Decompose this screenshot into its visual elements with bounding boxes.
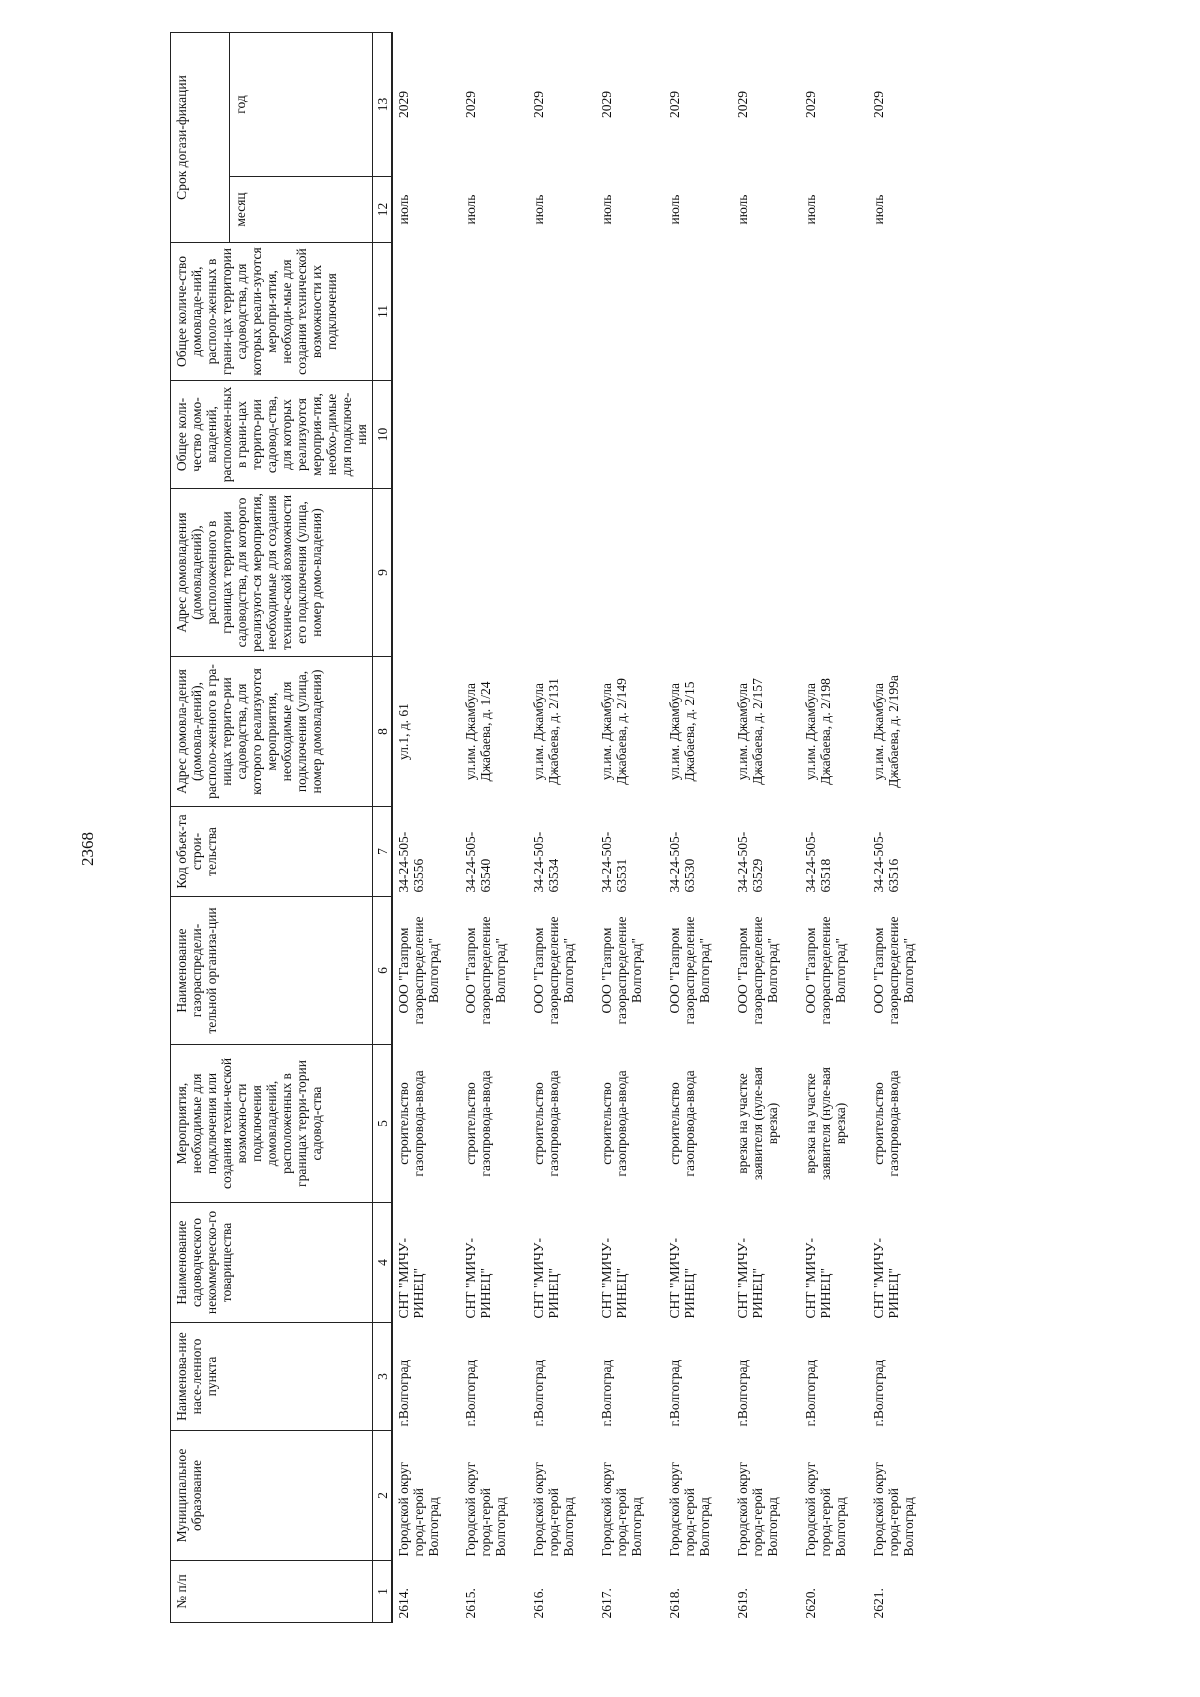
year-cell: 2029 xyxy=(735,91,750,118)
count-capability-cell xyxy=(800,243,868,381)
municipality-cell: Городской округ город-герой Волгоград xyxy=(463,1461,508,1557)
month-cell: июль xyxy=(599,194,614,225)
column-number: 6 xyxy=(373,897,393,1045)
month-cell: июль xyxy=(667,194,682,225)
count-capability-cell xyxy=(732,243,800,381)
measure-cell: строительство газопровода-ввода xyxy=(531,1070,561,1177)
header-municipality: Муниципальное образование xyxy=(171,1431,373,1561)
address-capability-cell xyxy=(868,489,936,657)
municipality-cell: Городской округ город-герой Волгоград xyxy=(531,1461,576,1557)
settlement-cell: г.Волгоград xyxy=(803,1359,818,1427)
gas-org-cell: ООО "Газпром газораспределение Волгоград" xyxy=(599,916,644,1025)
address-capability-cell xyxy=(664,489,732,657)
snt-cell: СНТ "МИЧУ-РИНЕЦ" xyxy=(599,1238,629,1319)
address-cell: ул.им. Джамбула Джабаева, д. 2/199а xyxy=(871,675,901,788)
count-connect-cell xyxy=(732,381,800,489)
rotated-table-wrapper xyxy=(170,33,1040,1623)
measure-cell: строительство газопровода-ввода xyxy=(599,1070,629,1177)
year-cell: 2029 xyxy=(599,91,614,118)
column-number: 11 xyxy=(373,243,393,381)
municipality-cell: Городской округ город-герой Волгоград xyxy=(803,1461,848,1557)
count-connect-cell xyxy=(800,381,868,489)
settlement-cell: г.Волгоград xyxy=(599,1359,614,1427)
settlement-cell: г.Волгоград xyxy=(735,1359,750,1427)
year-cell: 2029 xyxy=(803,91,818,118)
object-code-cell: 34-24-505-63556 xyxy=(396,831,426,893)
table-row xyxy=(800,32,868,1622)
gas-org-cell: ООО "Газпром газораспределение Волгоград" xyxy=(463,916,508,1025)
address-cell: ул.им. Джамбула Джабаева, д. 2/15 xyxy=(667,681,697,782)
measure-cell: врезка на участке заявителя (нуле-вая врезка) xyxy=(803,1067,848,1180)
month-cell: июль xyxy=(735,194,750,225)
month-cell: июль xyxy=(463,194,478,225)
gasification-table xyxy=(170,32,936,1623)
municipality-cell: Городской округ город-герой Волгоград xyxy=(667,1461,712,1557)
header-year: год xyxy=(230,32,373,176)
address-cell: ул.им. Джамбула Джабаева, д. 2/149 xyxy=(599,678,629,785)
settlement-cell: г.Волгоград xyxy=(531,1359,546,1427)
header-measures: Мероприятия, необходимые для подключения или создания техни-ческой возможно-сти подключения домовладений, расположенных в границах терри-тории садовод-ства xyxy=(171,1045,373,1203)
snt-cell: СНТ "МИЧУ-РИНЕЦ" xyxy=(531,1238,561,1319)
page-number: 2368 xyxy=(78,832,97,866)
object-code-cell: 34-24-505-63540 xyxy=(463,831,493,893)
column-number: 12 xyxy=(373,177,393,243)
header-count-connect: Общее коли-чество домо-владений, расположен-ных в грани-цах террито-рии садовод-ства, для которых реализуются мероприя-тия, необхо-димые для подключе-ния xyxy=(171,381,373,489)
snt-cell: СНТ "МИЧУ-РИНЕЦ" xyxy=(871,1238,901,1319)
header-settlement: Наименова-ние насе-ленного пункта xyxy=(171,1323,373,1431)
row-number: 2615. xyxy=(463,1588,478,1619)
row-number: 2614. xyxy=(396,1588,411,1619)
row-number: 2621. xyxy=(871,1588,886,1619)
table-row xyxy=(392,32,460,1622)
count-connect-cell xyxy=(460,381,528,489)
column-number: 13 xyxy=(373,32,393,176)
address-capability-cell xyxy=(528,489,596,657)
settlement-cell: г.Волгоград xyxy=(396,1359,411,1427)
header-count-capability: Общее количе-ство домовладе-ний, располо-женных в грани-цах территории садоводства, для которых реали-зуются меропри-ятия, необходи-мые для создания технической возможности их подключения xyxy=(171,243,373,381)
year-cell: 2029 xyxy=(396,91,411,118)
year-cell: 2029 xyxy=(667,91,682,118)
address-cell: ул.им. Джамбула Джабаева, д. 2/131 xyxy=(531,678,561,785)
municipality-cell: Городской округ город-герой Волгоград xyxy=(871,1461,916,1557)
gas-org-cell: ООО "Газпром газораспределение Волгоград" xyxy=(735,916,780,1025)
month-cell: июль xyxy=(871,194,886,225)
header-deadline: Срок догази-фикации xyxy=(171,32,230,242)
column-number: 5 xyxy=(373,1045,393,1203)
settlement-cell: г.Волгоград xyxy=(871,1359,886,1427)
object-code-cell: 34-24-505-63529 xyxy=(735,831,765,893)
row-number: 2617. xyxy=(599,1588,614,1619)
table-row xyxy=(596,32,664,1622)
gas-org-cell: ООО "Газпром газораспределение Волгоград" xyxy=(396,916,441,1025)
measure-cell: врезка на участке заявителя (нуле-вая врезка) xyxy=(735,1067,780,1180)
table-header xyxy=(171,32,393,1622)
address-cell: ул.1, д. 61 xyxy=(396,703,411,760)
row-number: 2620. xyxy=(803,1588,818,1619)
column-number: 2 xyxy=(373,1431,393,1561)
settlement-cell: г.Волгоград xyxy=(463,1359,478,1427)
table-row xyxy=(868,32,936,1622)
snt-cell: СНТ "МИЧУ-РИНЕЦ" xyxy=(735,1238,765,1319)
year-cell: 2029 xyxy=(531,91,546,118)
address-capability-cell xyxy=(392,489,460,657)
municipality-cell: Городской округ город-герой Волгоград xyxy=(396,1461,441,1557)
table-row xyxy=(664,32,732,1622)
table-row xyxy=(528,32,596,1622)
header-num: № п/п xyxy=(171,1561,373,1623)
count-capability-cell xyxy=(392,243,460,381)
count-capability-cell xyxy=(596,243,664,381)
count-connect-cell xyxy=(596,381,664,489)
table-body xyxy=(392,32,936,1622)
gas-org-cell: ООО "Газпром газораспределение Волгоград" xyxy=(667,916,712,1025)
count-capability-cell xyxy=(460,243,528,381)
measure-cell: строительство газопровода-ввода xyxy=(667,1070,697,1177)
address-capability-cell xyxy=(596,489,664,657)
header-address-capability: Адрес домовладения (домовладений), расположенного в границах территории садоводства, для которого реализуют-ся мероприятия, необходимые для создания техниче-ской возможности его подключения (улица, номер домо-владения) xyxy=(171,489,373,657)
row-number: 2616. xyxy=(531,1588,546,1619)
column-number: 10 xyxy=(373,381,393,489)
year-cell: 2029 xyxy=(463,91,478,118)
column-number: 7 xyxy=(373,807,393,897)
snt-cell: СНТ "МИЧУ-РИНЕЦ" xyxy=(396,1238,426,1319)
column-number: 4 xyxy=(373,1203,393,1323)
column-numbers-row xyxy=(373,32,393,1622)
month-cell: июль xyxy=(803,194,818,225)
municipality-cell: Городской округ город-герой Волгоград xyxy=(735,1461,780,1557)
header-snt: Наименование садоводческого некоммерческо-го товарищества xyxy=(171,1203,373,1323)
address-cell: ул.им. Джамбула Джабаева, д. 1/24 xyxy=(463,681,493,782)
month-cell: июль xyxy=(396,194,411,225)
snt-cell: СНТ "МИЧУ-РИНЕЦ" xyxy=(667,1238,697,1319)
object-code-cell: 34-24-505-63530 xyxy=(667,831,697,893)
header-month: месяц xyxy=(230,177,373,243)
table-row xyxy=(732,32,800,1622)
column-number: 3 xyxy=(373,1323,393,1431)
address-cell: ул.им. Джамбула Джабаева, д. 2/157 xyxy=(735,678,765,785)
measure-cell: строительство газопровода-ввода xyxy=(463,1070,493,1177)
snt-cell: СНТ "МИЧУ-РИНЕЦ" xyxy=(463,1238,493,1319)
year-cell: 2029 xyxy=(871,91,886,118)
count-capability-cell xyxy=(664,243,732,381)
row-number: 2618. xyxy=(667,1588,682,1619)
column-number: 8 xyxy=(373,657,393,807)
header-address-connect: Адрес домовла-дения (домовла-дений), располо-женного в гра-ницах террито-рии садоводства, для которого реализуются мероприятия, необходимые для подключения (улица, номер домовладения) xyxy=(171,657,373,807)
object-code-cell: 34-24-505-63518 xyxy=(803,831,833,893)
snt-cell: СНТ "МИЧУ-РИНЕЦ" xyxy=(803,1238,833,1319)
address-capability-cell xyxy=(460,489,528,657)
object-code-cell: 34-24-505-63531 xyxy=(599,831,629,893)
count-capability-cell xyxy=(868,243,936,381)
gas-org-cell: ООО "Газпром газораспределение Волгоград" xyxy=(531,916,576,1025)
object-code-cell: 34-24-505-63534 xyxy=(531,831,561,893)
object-code-cell: 34-24-505-63516 xyxy=(871,831,901,893)
address-cell: ул.им. Джамбула Джабаева, д. 2/198 xyxy=(803,678,833,785)
count-connect-cell xyxy=(868,381,936,489)
municipality-cell: Городской округ город-герой Волгоград xyxy=(599,1461,644,1557)
header-object-code: Код объек-та строи-тельства xyxy=(171,807,373,897)
count-connect-cell xyxy=(664,381,732,489)
table-row xyxy=(460,32,528,1622)
measure-cell: строительство газопровода-ввода xyxy=(871,1070,901,1177)
address-capability-cell xyxy=(732,489,800,657)
settlement-cell: г.Волгоград xyxy=(667,1359,682,1427)
header-gas-org: Наименование газораспредели-тельной организа-ции xyxy=(171,897,373,1045)
column-number: 9 xyxy=(373,489,393,657)
count-connect-cell xyxy=(528,381,596,489)
count-connect-cell xyxy=(392,381,460,489)
row-number: 2619. xyxy=(735,1588,750,1619)
address-capability-cell xyxy=(800,489,868,657)
count-capability-cell xyxy=(528,243,596,381)
month-cell: июль xyxy=(531,194,546,225)
measure-cell: строительство газопровода-ввода xyxy=(396,1070,426,1177)
column-number: 1 xyxy=(373,1561,393,1623)
gas-org-cell: ООО "Газпром газораспределение Волгоград" xyxy=(803,916,848,1025)
gas-org-cell: ООО "Газпром газораспределение Волгоград" xyxy=(871,916,916,1025)
